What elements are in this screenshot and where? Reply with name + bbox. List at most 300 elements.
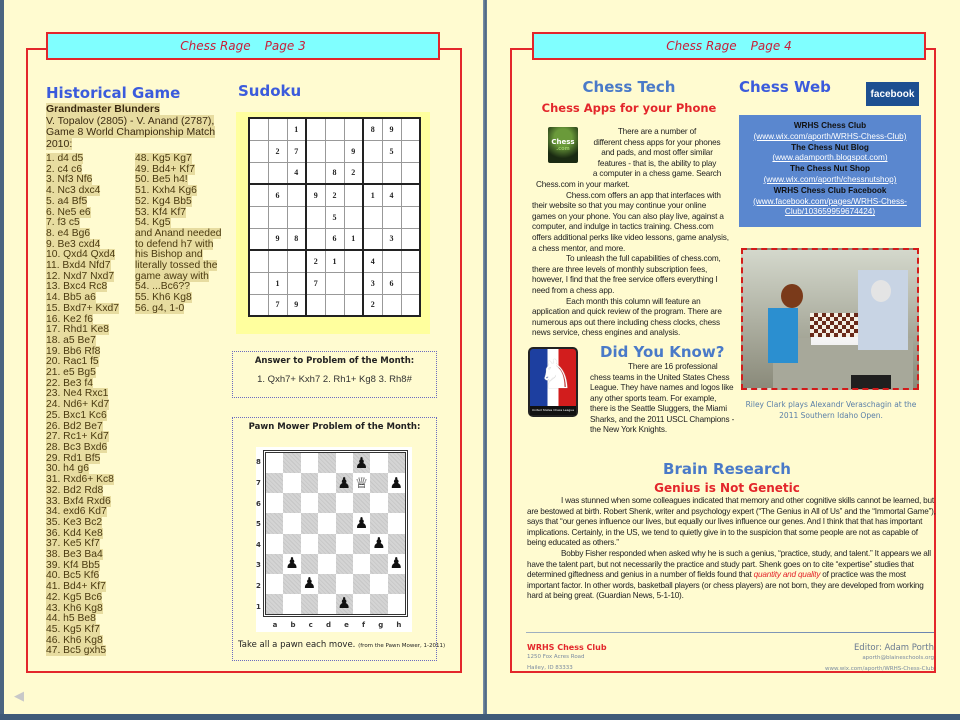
move-text: 19. Bb6 Rf8 [46, 345, 101, 357]
board-square [266, 453, 283, 473]
answer-text: 1. Qxh7+ Kxh7 2. Rh1+ Kg8 3. Rh8# [257, 374, 412, 385]
sudoku-cell[interactable] [268, 206, 287, 228]
sudoku-cell[interactable] [249, 206, 268, 228]
players-line: Game 8 World Championship Match [46, 126, 216, 138]
sudoku-cell[interactable]: 2 [325, 184, 344, 206]
rank-label: 8 [256, 458, 261, 467]
board-square [283, 473, 300, 493]
back-arrow-icon[interactable]: ◀ [14, 689, 24, 704]
rank-label: 3 [256, 561, 261, 570]
move-text: 16. Ke2 f6 [46, 313, 93, 325]
sudoku-row [249, 162, 420, 184]
caption-source: (from the Pawn Mower, 1-2011) [358, 643, 446, 649]
tech-paragraph: Chess.com offers an app that interfaces with their website so that you may continue your online games on your phone. You can also play live, against a computer, and indulge in tactics training. Chess.com offers additional perks like video lessons, game analysis, a chess mentor, and more. [532, 190, 729, 253]
sudoku-title: Sudoku [238, 82, 302, 100]
sudoku-cell[interactable] [249, 118, 268, 140]
links-box [739, 115, 921, 227]
move-text: 45. Kg5 Kf7 [46, 623, 100, 635]
move-text: 7. f3 c5 [46, 217, 80, 229]
sudoku-cell[interactable] [344, 294, 363, 316]
move-text: 26. Bd2 Be7 [46, 420, 103, 432]
board-square [266, 513, 283, 533]
move-text: 46. Kh6 Kg8 [46, 634, 103, 646]
move-text: 12. Nxd7 Nxd7 [46, 270, 115, 282]
board-square [318, 493, 335, 513]
sudoku-cell[interactable] [401, 206, 420, 228]
board-square [301, 473, 318, 493]
file-label: c [308, 621, 313, 629]
move-text: 36. Kd4 Ke8 [46, 527, 103, 539]
board-square [301, 534, 318, 554]
sudoku-cell[interactable] [306, 294, 325, 316]
header-page: Page 3 [264, 39, 306, 53]
chess-tech-body [532, 180, 730, 339]
board-square [353, 594, 370, 614]
file-label: h [396, 621, 402, 629]
file-label: b [290, 621, 296, 629]
move-text: 33. Bxf4 Rxd6 [46, 495, 111, 507]
intro-line: and pads, and most offer similar [601, 148, 713, 158]
move-text: 14. Bb5 a6 [46, 292, 96, 304]
sudoku-cell[interactable] [268, 250, 287, 272]
move-text: 29. Rd1 Bf5 [46, 452, 101, 464]
sudoku-cell[interactable]: 3 [363, 272, 382, 294]
move-text: 54. ...Bc6?? [135, 281, 190, 293]
sudoku-cell[interactable] [344, 118, 363, 140]
move-line [135, 304, 221, 315]
move-line [46, 593, 119, 604]
sudoku-cell[interactable]: 9 [268, 228, 287, 250]
move-line [46, 646, 119, 657]
board-square [283, 453, 300, 473]
historical-game-title: Historical Game [46, 84, 181, 102]
sudoku-cell[interactable]: 8 [325, 162, 344, 184]
board-square [283, 594, 300, 614]
board-square [336, 554, 353, 574]
board-square [336, 534, 353, 554]
sudoku-cell[interactable]: 2 [268, 140, 287, 162]
board-square: ♕ [354, 473, 369, 492]
file-labels [266, 621, 408, 629]
sudoku-cell[interactable] [363, 206, 382, 228]
move-text: 13. Bxc4 Rc8 [46, 281, 108, 293]
move-text: 55. Kh6 Kg8 [135, 292, 192, 304]
brain-research-text [527, 496, 937, 602]
sudoku-cell[interactable]: 8 [363, 118, 382, 140]
footer-editor: Editor: Adam Porth [853, 643, 934, 653]
board-square [388, 574, 405, 594]
brain-p2a: Bobby Fisher responded when asked why he is such a genius, “practice, study, and talent.” It appears we all have the talent part, but not necessarily the practice and study part. Shenk goes on to cite “expertise” studies that determined giftedness and genius in a number of fields found that [527, 548, 931, 580]
sudoku-cell[interactable] [249, 250, 268, 272]
board-square [370, 574, 387, 594]
sudoku-cell[interactable] [325, 140, 344, 162]
board-square [283, 574, 300, 594]
move-line [46, 518, 119, 529]
move-text: 1. d4 d5 [46, 153, 84, 164]
facebook-button[interactable]: facebook [866, 82, 919, 106]
sudoku-cell[interactable]: 7 [306, 272, 325, 294]
page-3-header [46, 32, 440, 60]
rank-label: 5 [256, 520, 261, 529]
window-bottom-bar [0, 714, 960, 720]
sudoku-cell[interactable]: 6 [268, 184, 287, 206]
move-text: 32. Bd2 Rd8 [46, 484, 104, 496]
tech-paragraph: To unleash the full capabilities of chess.com, there are three levels of monthly subscription fees, however, I find that the free service offers everything I need from a chess app. [532, 254, 721, 295]
sudoku-cell[interactable] [401, 250, 420, 272]
photo-caption: Riley Clark plays Alexandr Veraschagin at the 2011 Southern Idaho Open. [745, 400, 917, 420]
board-square [266, 493, 283, 513]
sudoku-cell[interactable] [401, 272, 420, 294]
sudoku-cell[interactable]: 5 [382, 140, 401, 162]
sudoku-cell[interactable] [363, 140, 382, 162]
sudoku-cell[interactable] [344, 184, 363, 206]
footer-club: WRHS Chess Club [527, 643, 607, 652]
caption-text: Take all a pawn each move. [238, 640, 356, 650]
board-square: ♟ [337, 594, 351, 613]
sudoku-cell[interactable] [344, 272, 363, 294]
footer-address2: Hailey, ID 83333 [527, 665, 573, 671]
sudoku-cell[interactable]: 2 [344, 162, 363, 184]
sudoku-cell[interactable]: 7 [268, 294, 287, 316]
sudoku-cell[interactable] [287, 184, 306, 206]
file-label: d [325, 621, 331, 629]
tech-paragraph: Chess.com in your market. [536, 180, 630, 189]
pawn-mower-caption [238, 640, 446, 650]
move-text: 20. Rac1 f5 [46, 356, 99, 368]
file-label: f [362, 621, 366, 629]
move-text: 52. Kg4 Bb5 [135, 195, 192, 207]
tournament-photo [741, 248, 919, 390]
move-text: 27. Rc1+ Kd7 [46, 431, 109, 443]
board-square [283, 493, 300, 513]
logo-sub: .com [556, 146, 570, 152]
sudoku-row [249, 118, 420, 140]
chess-tech-title: Chess Tech [582, 78, 676, 96]
sudoku-cell[interactable] [249, 162, 268, 184]
sudoku-cell[interactable] [268, 162, 287, 184]
board-square: ♟ [285, 554, 299, 573]
board-square [353, 554, 370, 574]
brain-research-title: Brain Research [663, 460, 791, 478]
header-page: Page 4 [750, 39, 792, 53]
move-text: 34. exd6 Kd7 [46, 506, 107, 518]
move-text: 41. Bd4+ Kf7 [46, 581, 106, 593]
sudoku-cell[interactable]: 4 [363, 250, 382, 272]
board-square [318, 594, 335, 614]
sudoku-cell[interactable] [268, 118, 287, 140]
moves-list-col1 [46, 154, 119, 657]
sudoku-cell[interactable] [287, 272, 306, 294]
board-square [370, 473, 387, 493]
move-text: 24. Nd6+ Kd7 [46, 399, 110, 411]
sudoku-cell[interactable]: 1 [344, 228, 363, 250]
sudoku-cell[interactable] [401, 118, 420, 140]
sudoku-cell[interactable] [344, 206, 363, 228]
move-text: 10. Qxd4 Qxd4 [46, 249, 116, 261]
sudoku-cell[interactable] [363, 162, 382, 184]
pawn-mower-title: Pawn Mower Problem of the Month: [248, 422, 421, 432]
sudoku-cell[interactable]: 4 [382, 184, 401, 206]
sudoku-cell[interactable] [382, 162, 401, 184]
sudoku-cell[interactable] [287, 250, 306, 272]
historical-game-subtitle: Grandmaster Blunders [46, 103, 160, 115]
board-square [318, 534, 335, 554]
link-url[interactable]: (www.adamporth.blogspot.com) [772, 153, 888, 163]
sudoku-cell[interactable] [287, 206, 306, 228]
brain-research-subtitle: Genius is Not Genetic [654, 481, 800, 495]
move-text: and Anand needed [135, 227, 222, 239]
sudoku-cell[interactable] [325, 272, 344, 294]
sudoku-cell[interactable]: 4 [287, 162, 306, 184]
move-text: 35. Ke3 Bc2 [46, 516, 103, 528]
footer-address1: 1250 Fox Acres Road [527, 654, 585, 660]
move-text: 21. e5 Bg5 [46, 367, 96, 379]
move-text: 5. a4 Bf5 [46, 195, 88, 207]
players-line: V. Topalov (2805) - V. Anand (2787), [46, 114, 215, 127]
board-square [283, 513, 300, 533]
brain-p1: I was stunned when some colleagues indicated that memory and other cognitive skills cannot be learned, but are bestowed at birth. Robert Shenk, writer and psychology expert (“The Genius in All of Us” and the “Immortal Game”), says that “our genes influence our lives, but equally our lives influence our genes. And I think that that has important implications. Certainly, in the US, we tend to quietly give in to the suspicion that some people are not as capable of being educated as others.” [527, 496, 936, 548]
page-4-header [532, 32, 926, 60]
move-text: to defend h7 with [135, 238, 214, 250]
footer-editor-info [825, 643, 934, 675]
sudoku-cell[interactable]: 3 [382, 228, 401, 250]
rank-labels [256, 452, 261, 617]
sudoku-cell[interactable] [249, 140, 268, 162]
board-square [336, 493, 353, 513]
board-square [388, 453, 405, 473]
footer-email[interactable]: aporth@blaineschools.org [862, 655, 934, 661]
sudoku-cell[interactable] [401, 140, 420, 162]
sudoku-cell[interactable]: 9 [287, 294, 306, 316]
move-text: game away with [135, 270, 209, 282]
board-square: ♟ [389, 473, 404, 492]
intro-line: different chess apps for your phones [593, 137, 721, 147]
move-text: 30. h4 g6 [46, 463, 89, 475]
sudoku-cell[interactable] [363, 228, 382, 250]
move-text: 56. g4, 1-0 [135, 302, 185, 314]
board-square [301, 554, 318, 574]
move-text: 37. Ke5 Kf7 [46, 538, 100, 550]
intro-line: There are a number of [617, 127, 697, 136]
sudoku-cell[interactable]: 5 [325, 206, 344, 228]
move-line [46, 486, 119, 497]
link-name: WRHS Chess Club [793, 121, 867, 130]
sudoku-cell[interactable] [249, 272, 268, 294]
board-square [301, 594, 318, 614]
move-line [135, 197, 221, 208]
chess-tech-subtitle: Chess Apps for your Phone [541, 101, 717, 115]
move-text: literally tossed the [135, 260, 218, 272]
board-square [370, 513, 387, 533]
move-text: 50. Be5 h4! [135, 174, 188, 186]
answer-box [232, 351, 437, 398]
historical-game-section [46, 84, 236, 150]
move-text: 6. Ne5 e6 [46, 206, 91, 218]
sudoku-cell[interactable] [401, 184, 420, 206]
sudoku-cell[interactable]: 9 [344, 140, 363, 162]
footer-site[interactable]: www.wix.com/aporth/WRHS-Chess-Club [825, 666, 934, 672]
logo-text: Chess [551, 138, 575, 146]
uscl-knight-logo-icon: ♞ United States Chess League [528, 347, 578, 417]
footer-club-info [527, 643, 607, 674]
move-text: 44. h5 Be8 [46, 613, 96, 625]
board-square [318, 513, 335, 533]
board-square [283, 534, 300, 554]
sudoku-cell[interactable] [306, 140, 325, 162]
board-square [336, 453, 353, 473]
board-square: ♟ [389, 554, 404, 573]
chess-tech-intro [582, 127, 732, 180]
move-text: 18. a5 Be7 [46, 334, 96, 346]
sudoku-cell[interactable]: 2 [306, 250, 325, 272]
sudoku-cell[interactable] [382, 250, 401, 272]
sudoku-cell[interactable]: 9 [306, 184, 325, 206]
board-square [301, 513, 318, 533]
sudoku-cell[interactable] [325, 118, 344, 140]
move-line [46, 411, 119, 422]
board-square [370, 594, 387, 614]
move-text: 2. c4 c6 [46, 163, 83, 175]
move-text: 25. Bxc1 Kc6 [46, 409, 107, 421]
link-url[interactable]: (www.wix.com/aporth/chessnutshop) [763, 174, 897, 184]
rank-label: 6 [256, 499, 261, 508]
move-line [46, 304, 119, 315]
sudoku-cell[interactable] [306, 118, 325, 140]
board-square: ♟ [372, 534, 386, 553]
sudoku-row [249, 294, 420, 316]
board-square [336, 513, 353, 533]
move-text: 28. Bc3 Bxd6 [46, 441, 108, 453]
answer-title: Answer to Problem of the Month: [254, 356, 415, 366]
sudoku-row [249, 228, 420, 250]
board-square: ♟ [354, 453, 369, 472]
sudoku-cell[interactable] [325, 294, 344, 316]
file-label: g [378, 621, 384, 629]
board-square [370, 453, 387, 473]
header-title: Chess Rage [180, 39, 251, 53]
move-text: 31. Rxd6+ Kc8 [46, 474, 114, 486]
board-square [388, 513, 405, 533]
rank-label: 2 [256, 582, 261, 591]
move-text: 40. Bc5 Kf6 [46, 570, 100, 582]
sudoku-grid [248, 117, 421, 317]
sudoku-row [249, 140, 420, 162]
sudoku-cell[interactable] [306, 206, 325, 228]
sudoku-cell[interactable] [401, 162, 420, 184]
board-square [266, 554, 283, 574]
sudoku-row [249, 184, 420, 206]
board-square [318, 453, 335, 473]
chess-com-logo-icon [548, 127, 578, 163]
sudoku-cell[interactable]: 1 [287, 118, 306, 140]
sudoku-cell[interactable]: 1 [268, 272, 287, 294]
brain-p2-emphasis: quantity and quality [753, 570, 821, 580]
board-square [370, 493, 387, 513]
sudoku-row [249, 272, 420, 294]
sudoku-cell[interactable]: 9 [382, 118, 401, 140]
sudoku-cell[interactable]: 6 [382, 272, 401, 294]
move-text: his Bishop and [135, 249, 203, 261]
footer-divider [526, 632, 934, 633]
did-you-know-title: Did You Know? [600, 343, 725, 361]
board-square [318, 473, 335, 493]
did-you-know-text [590, 362, 735, 436]
move-text: 22. Be3 f4 [46, 377, 93, 389]
board-square: ♟ [337, 473, 351, 492]
sudoku-cell[interactable] [306, 228, 325, 250]
board-square [353, 493, 370, 513]
board-square [370, 554, 387, 574]
tech-paragraph: Each month this column will feature an application and quick review of the program. There are numerous aps out there including chess clocks, chess news service, chess engines and analysis. [532, 296, 722, 338]
sudoku-cell[interactable]: 1 [363, 184, 382, 206]
sudoku-cell[interactable] [249, 294, 268, 316]
sudoku-cell[interactable]: 1 [325, 250, 344, 272]
link-url[interactable]: (www.wix.com/aporth/WRHS-Chess-Club) [753, 131, 907, 141]
board-square [266, 594, 283, 614]
intro-line: features - that is, the ability to play [597, 158, 717, 168]
chess-diagram [256, 447, 412, 632]
link-name: The Chess Nut Blog [791, 142, 869, 152]
move-text: 38. Be3 Ba4 [46, 549, 103, 561]
board-square: ♟ [354, 513, 369, 532]
move-text: 39. Kf4 Bb5 [46, 559, 100, 571]
sudoku-cell[interactable] [249, 184, 268, 206]
move-text: 49. Bd4+ Kf7 [135, 163, 195, 175]
moves-list-col2 [135, 154, 221, 315]
board-square [353, 534, 370, 554]
players-line: 2010: [46, 137, 73, 150]
board-square [301, 493, 318, 513]
board-square [266, 574, 283, 594]
sudoku-cell[interactable]: 6 [325, 228, 344, 250]
sudoku-cell[interactable] [382, 294, 401, 316]
sudoku-cell[interactable] [382, 206, 401, 228]
board-square [301, 453, 318, 473]
chess-web-title: Chess Web [739, 78, 831, 96]
move-text: 4. Nc3 dxc4 [46, 185, 101, 197]
sudoku-cell[interactable]: 8 [287, 228, 306, 250]
sudoku-cell[interactable] [401, 294, 420, 316]
move-text: 48. Kg5 Kg7 [135, 153, 192, 164]
rank-label: 7 [256, 478, 261, 487]
move-text: 8. e4 Bg6 [46, 227, 91, 239]
sudoku-cell[interactable] [401, 228, 420, 250]
file-label: a [272, 621, 278, 629]
sudoku-cell[interactable] [306, 162, 325, 184]
board-square [318, 574, 335, 594]
sudoku-cell[interactable] [344, 250, 363, 272]
dyk-body: There are 16 professional chess teams in the United States Chess League. They have names and logos like any other sports team. For example, there is the Seattle Sluggers, the Miami Sharks, and the 2011 USCL Champions - the New York Knights. [590, 362, 735, 434]
link-url[interactable]: (www.facebook.com/pages/WRHS-Chess-Club/103659959674424) [753, 196, 907, 217]
sudoku-row [249, 250, 420, 272]
move-text: 23. Ne4 Rxc1 [46, 388, 109, 400]
link-name: WRHS Chess Club Facebook [773, 185, 887, 195]
move-line [46, 197, 119, 208]
sudoku-cell[interactable]: 2 [363, 294, 382, 316]
move-text: 11. Bxd4 Nfd7 [46, 260, 111, 272]
move-text: 47. Bc5 gxh5 [46, 645, 107, 657]
sudoku-row [249, 206, 420, 228]
rank-label: 4 [256, 540, 261, 549]
move-text: 3. Nf3 Nf6 [46, 174, 93, 186]
rank-label: 1 [256, 602, 261, 611]
move-text: 53. Kf4 Kf7 [135, 206, 186, 218]
brain-p2b: of practice was the most important factor. In other words, basketball players (or chess players) are not born, they are developed from working hard at being great. (Guardian News, 5-1-10). [527, 570, 924, 601]
board-square [318, 554, 335, 574]
sudoku-cell[interactable]: 7 [287, 140, 306, 162]
sudoku-cell[interactable] [249, 228, 268, 250]
move-text: 54. Kg5 [135, 217, 171, 229]
